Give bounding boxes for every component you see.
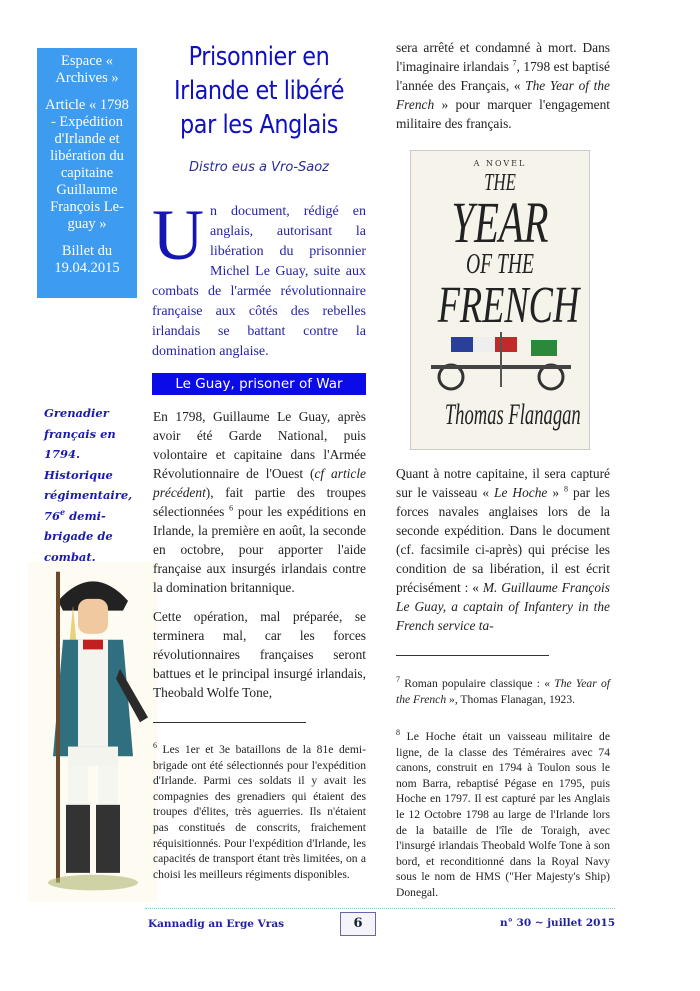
p4-text-c: par les forces navales anglaises lors de la seconde expédition. Dans le document (cf. facsimile ci-après) qui précise les condition de sa libération, il est écrit précisément : « (396, 485, 610, 595)
intro-text: n document, rédigé en anglais, autorisant la libération du prisonnier Michel Le Guay, suite aux combats de l'armée révolutionnaire française aux côtés des rebelles irlandais se battant contre la domination anglaise. (152, 204, 366, 359)
main-column (153, 407, 366, 712)
footnote-italic: The Year of the French (396, 677, 611, 706)
post-date: Billet du 19.04.2015 (54, 243, 120, 276)
archive-label: Espace « Archives » (55, 53, 119, 86)
footnote-divider (153, 722, 306, 723)
footnote-ref-6[interactable]: 6 (229, 503, 234, 513)
p3-italic: The Year of the French (396, 78, 610, 112)
p4-text: Quant à notre capitaine, il sera capturé sur le vaisseau « (396, 466, 610, 500)
paragraph-3 (396, 38, 610, 133)
image-caption (44, 403, 134, 567)
footnote-divider (396, 655, 549, 656)
p4-quote: M. Guillaume François Le Guay, a captain of Infantery in the French service ta- (396, 580, 610, 633)
book-title-line: YEAR (451, 190, 549, 255)
footnote-text: Le Hoche était un vaisseau militaire de ligne, de la classe des Téméraires avec 74 canons, construit en 1794 à Toulon sous le nom Barra, rebaptisé Pégase en 1795, puis Hoche en 1797. Il est capturé par les Anglais le 12 Octobre 1798 au large de l'Irlande lors de la bataille de l'île de Toraigh, avec l'insurgé irlandais Theobald Wolfe Tone à son bord, et reconditionné dans la Royal Navy sous le nom de HMS ("Her Majesty's Ship) Donegal. (396, 730, 610, 899)
p1-text-c: pour les expéditions en Irlande, la première en août, la seconde en octobre, pour apporter l'aide française aux insurgés irlandais contre la domination britannique. (153, 504, 367, 595)
paragraph-1 (153, 407, 366, 597)
issue-info: n° 30 ~ juillet 2015 (500, 917, 616, 929)
paragraph-4 (396, 464, 610, 635)
publication-name: Kannadig an Erge Vras (148, 918, 285, 930)
p4-italic: Le Hoche (494, 485, 548, 500)
right-column-lower (396, 464, 610, 645)
book-cover-art (411, 332, 589, 392)
footnote-number: 6 (153, 741, 157, 751)
paragraph-2: Cette opération, mal préparée, se terminera mal, car les forces révolutionnaires françaises seront battues et le principal insurgé irlandais, Theobald Wolfe Tone, (153, 609, 366, 700)
page-number: 6 (340, 912, 376, 936)
drop-cap: U (152, 195, 204, 275)
page-title: Prisonnier en Irlande et libéré par les Anglais (173, 42, 345, 140)
p1-italic: cf article précédent (153, 466, 366, 500)
footnote-text: Roman populaire classique : « (400, 677, 555, 690)
book-kicker: A NOVEL (473, 159, 527, 168)
section-heading: Le Guay, prisoner of War (152, 373, 366, 395)
footer-divider (145, 908, 615, 909)
p1-text-b: ), fait partie des troupes sélectionnées (153, 485, 366, 519)
p1-text: En 1798, Guillaume Le Guay, après avoir été Garde National, puis volontaire et capitaine dans l'Armée Révolutionnaire de l'Ouest ( (153, 409, 366, 481)
caption-sup: e (60, 506, 66, 517)
book-author: Thomas Flanagan (444, 398, 581, 431)
p3-text-b: , 1798 est baptisé l'année des Français, « (396, 59, 610, 93)
footnote-text-end: », Thomas Flanagan, 1923. (446, 692, 576, 706)
footnote-6 (153, 742, 366, 882)
grenadier-illustration (28, 562, 158, 902)
caption-text: Grenadier français en 1794. Historique régimentaire, 76 (44, 406, 133, 523)
intro-paragraph (152, 195, 366, 362)
book-title-line: OF THE (465, 249, 535, 280)
footnote-text: Les 1er et 3e bataillons de la 81e demi-brigade ont été sélectionnés pour l'expédition d'Irlande. Parmi ces soldats il y avait les compagnies des grenadiers qui étaient des troupes d'élites, très aguerries. Ils n'étaient pas constitués de conscrits, fraichement réquisitionnés. Pour l'expédition d'Irlande, les capacités de transport étant très limitées, on a choisi les meilleurs régiments disponibles. (153, 743, 366, 881)
footnote-number: 8 (396, 728, 400, 738)
p3-text: sera arrêté et condamné à mort. Dans l'imaginaire irlandais (396, 40, 610, 74)
footnote-ref-7[interactable]: 7 (512, 58, 517, 68)
p3-text-c: » pour marquer l'engagement militaire des français. (396, 97, 610, 131)
right-column (396, 38, 610, 143)
caption-text-end: demi-brigade de combat. (44, 508, 113, 564)
p4-text-b: » (547, 485, 565, 500)
book-cover-image (410, 150, 590, 450)
footnote-ref-8[interactable]: 8 (564, 484, 569, 494)
footnote-number: 7 (396, 675, 400, 685)
footnote-7 (396, 676, 610, 707)
article-author: Distro eus a Vro-Saoz (188, 160, 330, 175)
article-reference: Article « 1798 - Expédition d'Irlande et libération du capitaine Guillaume François Le-guay » (45, 97, 129, 232)
book-title-line: THE (484, 170, 516, 196)
archive-info-box (37, 48, 137, 298)
book-title-line: FRENCH (437, 277, 580, 334)
footnote-8 (396, 729, 610, 901)
